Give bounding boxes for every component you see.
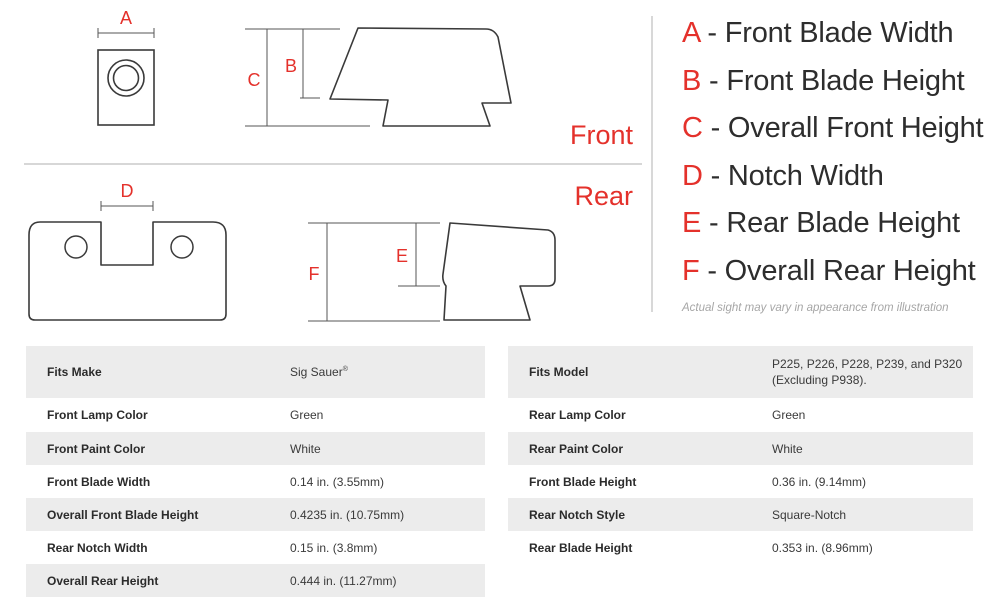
spec-label: Front Paint Color [26,432,269,465]
dimension-label-a: A [119,8,133,28]
rear-sight-end-view [29,222,226,320]
legend-text: - Overall Rear Height [699,254,976,287]
registered-mark: ® [342,366,348,373]
spec-value: Green [751,398,973,432]
table-row [508,531,973,564]
legend-text: - Notch Width [702,159,884,192]
legend-text: - Overall Front Height [702,112,984,144]
rear-sight-dots [65,236,193,258]
illustration-disclaimer: Actual sight may vary in appearance from illustration [682,302,949,314]
spec-value-text: Sig Sauer [290,365,343,379]
table-row [26,564,485,597]
spec-label: Overall Front Blade Height [26,498,269,531]
table-row [508,398,973,432]
spec-value: Square-Notch [751,498,973,531]
legend-letter: F [682,254,700,287]
table-row [508,498,973,531]
spec-label: Rear Notch Style [508,498,751,531]
spec-value: 0.15 in. (3.8mm) [269,531,485,564]
spec-label: Fits Model [508,346,751,398]
rear-sight-side-profile [443,223,555,320]
spec-value: 0.444 in. (11.27mm) [269,564,485,597]
rear-section-label: Rear [574,181,633,211]
spec-table-right [508,346,973,564]
legend-letter: C [682,112,703,144]
spec-label: Fits Make [26,346,269,398]
spec-label: Overall Rear Height [26,564,269,597]
table-row [508,346,973,398]
table-row [26,498,485,531]
dimension-f-lines [308,223,440,321]
table-row [26,346,485,398]
legend-item-a [682,14,992,62]
table-row [26,398,485,432]
legend-item-e [682,204,992,252]
spec-label: Rear Notch Width [26,531,269,564]
front-section-label: Front [569,120,633,150]
spec-value: White [269,432,485,465]
spec-value: 0.36 in. (9.14mm) [751,465,973,498]
spec-value: 0.14 in. (3.55mm) [269,465,485,498]
spec-value: 0.353 in. (8.96mm) [751,531,973,564]
table-row [508,465,973,498]
legend-item-b [682,62,992,110]
dimension-d-lines [101,201,153,211]
front-sight-end-view [98,50,154,125]
dimension-label-e: E [395,246,409,266]
dimension-label-f: F [308,264,320,284]
dimension-label-c: C [247,70,261,90]
table-row [26,432,485,465]
spec-value [269,346,485,398]
legend-text: - Rear Blade Height [701,207,960,239]
spec-value: White [751,432,973,465]
front-sight-side-profile [330,28,511,126]
spec-value: Green [269,398,485,432]
spec-value: 0.4235 in. (10.75mm) [269,498,485,531]
table-row [26,531,485,564]
dimension-label-d: D [120,181,134,201]
legend-item-c [682,109,992,157]
spec-label: Rear Lamp Color [508,398,751,432]
dimension-a-lines [98,28,154,38]
table-row [508,432,973,465]
spec-label: Front Lamp Color [26,398,269,432]
spec-label: Rear Paint Color [508,432,751,465]
spec-value: P225, P226, P228, P239, and P320 (Excluding P938). [751,346,973,398]
spec-table-left [26,346,485,597]
table-row [26,465,485,498]
dimension-b-lines [300,29,320,98]
spec-label: Front Blade Height [508,465,751,498]
legend-item-f [682,252,992,300]
legend-letter: D [682,159,703,192]
spec-label: Front Blade Width [26,465,269,498]
legend-letter: E [682,207,702,239]
legend-letter: B [682,64,702,97]
dimension-legend [682,14,992,299]
legend-item-d [682,157,992,205]
legend-letter: A [682,17,700,49]
legend-text: - Front Blade Height [701,64,965,97]
dimension-label-b: B [284,56,298,76]
legend-text: - Front Blade Width [699,17,954,49]
spec-label: Rear Blade Height [508,531,751,564]
